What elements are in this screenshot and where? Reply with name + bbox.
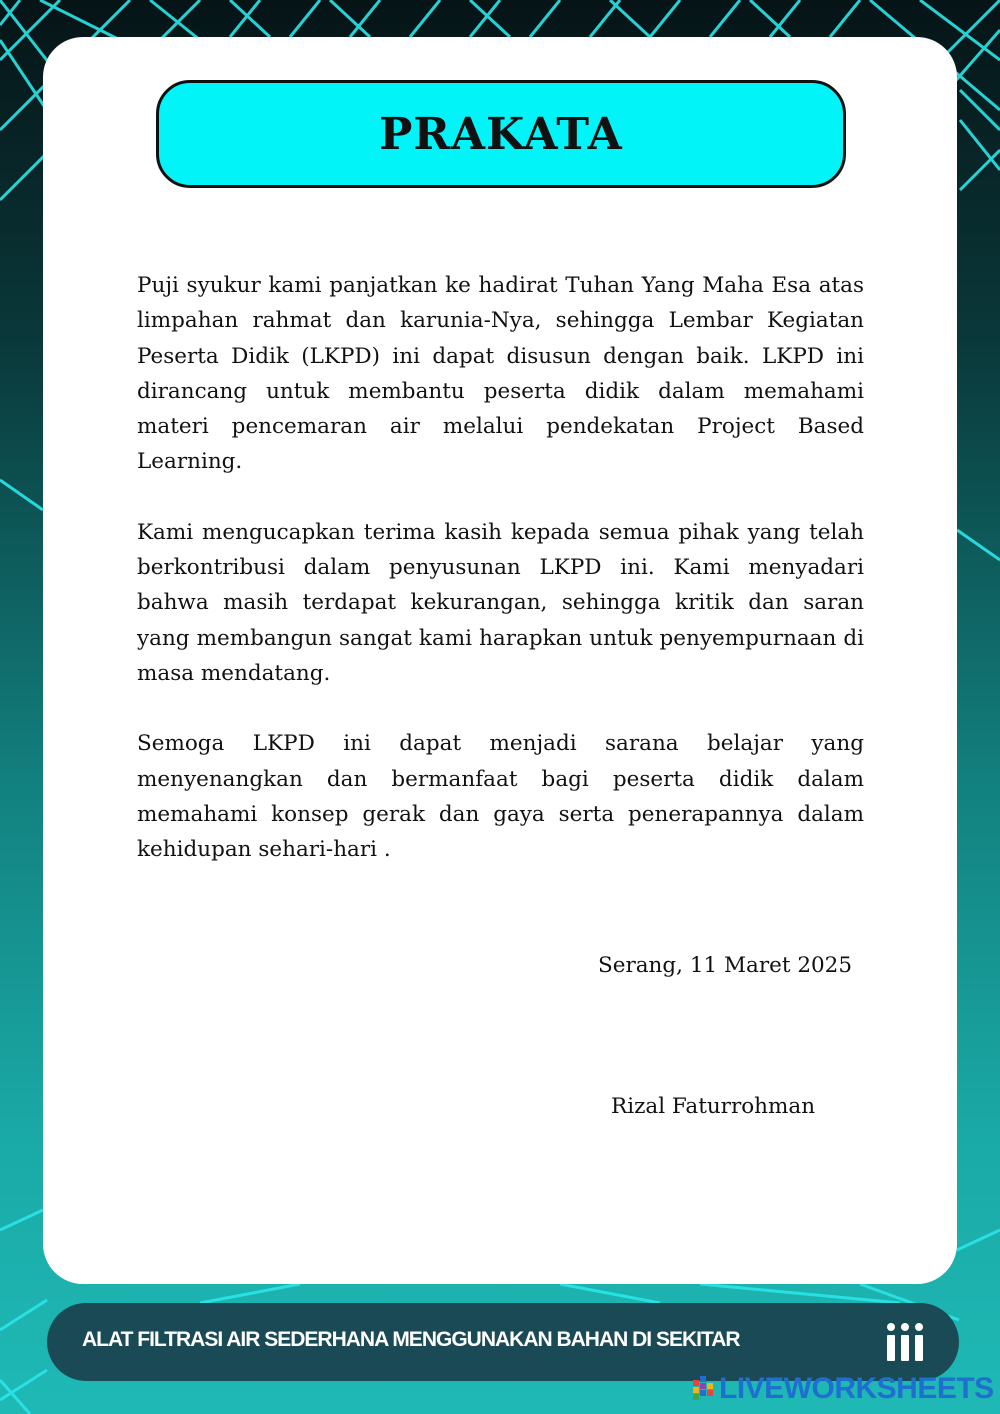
preface-body (137, 268, 864, 902)
paragraph-3: Semoga LKPD ini dapat menjadi sarana belajar yang menyenangkan dan bermanfaat bagi peserta didik dalam memahami konsep gerak dan gaya serta penerapannya dalam kehidupan sehari-hari . (137, 731, 864, 863)
liveworksheets-blocks-icon (693, 1376, 717, 1402)
page-title: PRAKATA (379, 108, 623, 160)
three-bars-icon (884, 1322, 926, 1362)
signature-name: Rizal Faturrohman (611, 1094, 816, 1119)
footer-title: ALAT FILTRASI AIR SEDERHANA MENGGUNAKAN BAHAN DI SEKITAR (82, 1328, 740, 1351)
date-line: Serang, 11 Maret 2025 (598, 953, 853, 978)
title-banner (156, 80, 846, 188)
liveworksheets-wordmark: LIVEWORKSHEETS (719, 1372, 994, 1405)
paragraph-2: Kami mengucapkan terima kasih kepada semua pihak yang telah berkontribusi dalam penyusunan LKPD ini. Kami menyadari bahwa masih terdapat kekurangan, sehingga kritik dan saran yang membangun sangat kami harapkan untuk penyempurnaan di masa mendatang. (137, 519, 864, 686)
paragraph-1: Puji syukur kami panjatkan ke hadirat Tuhan Yang Maha Esa atas limpahan rahmat dan karunia-Nya, sehingga Lembar Kegiatan Peserta Didik (LKPD) ini dapat disusun dengan baik. LKPD ini dirancang untuk membantu peserta didik dalam memahami materi pencemaran air melalui pendekatan Project Based Learning. (137, 273, 864, 475)
liveworksheets-logo[interactable] (693, 1374, 994, 1404)
